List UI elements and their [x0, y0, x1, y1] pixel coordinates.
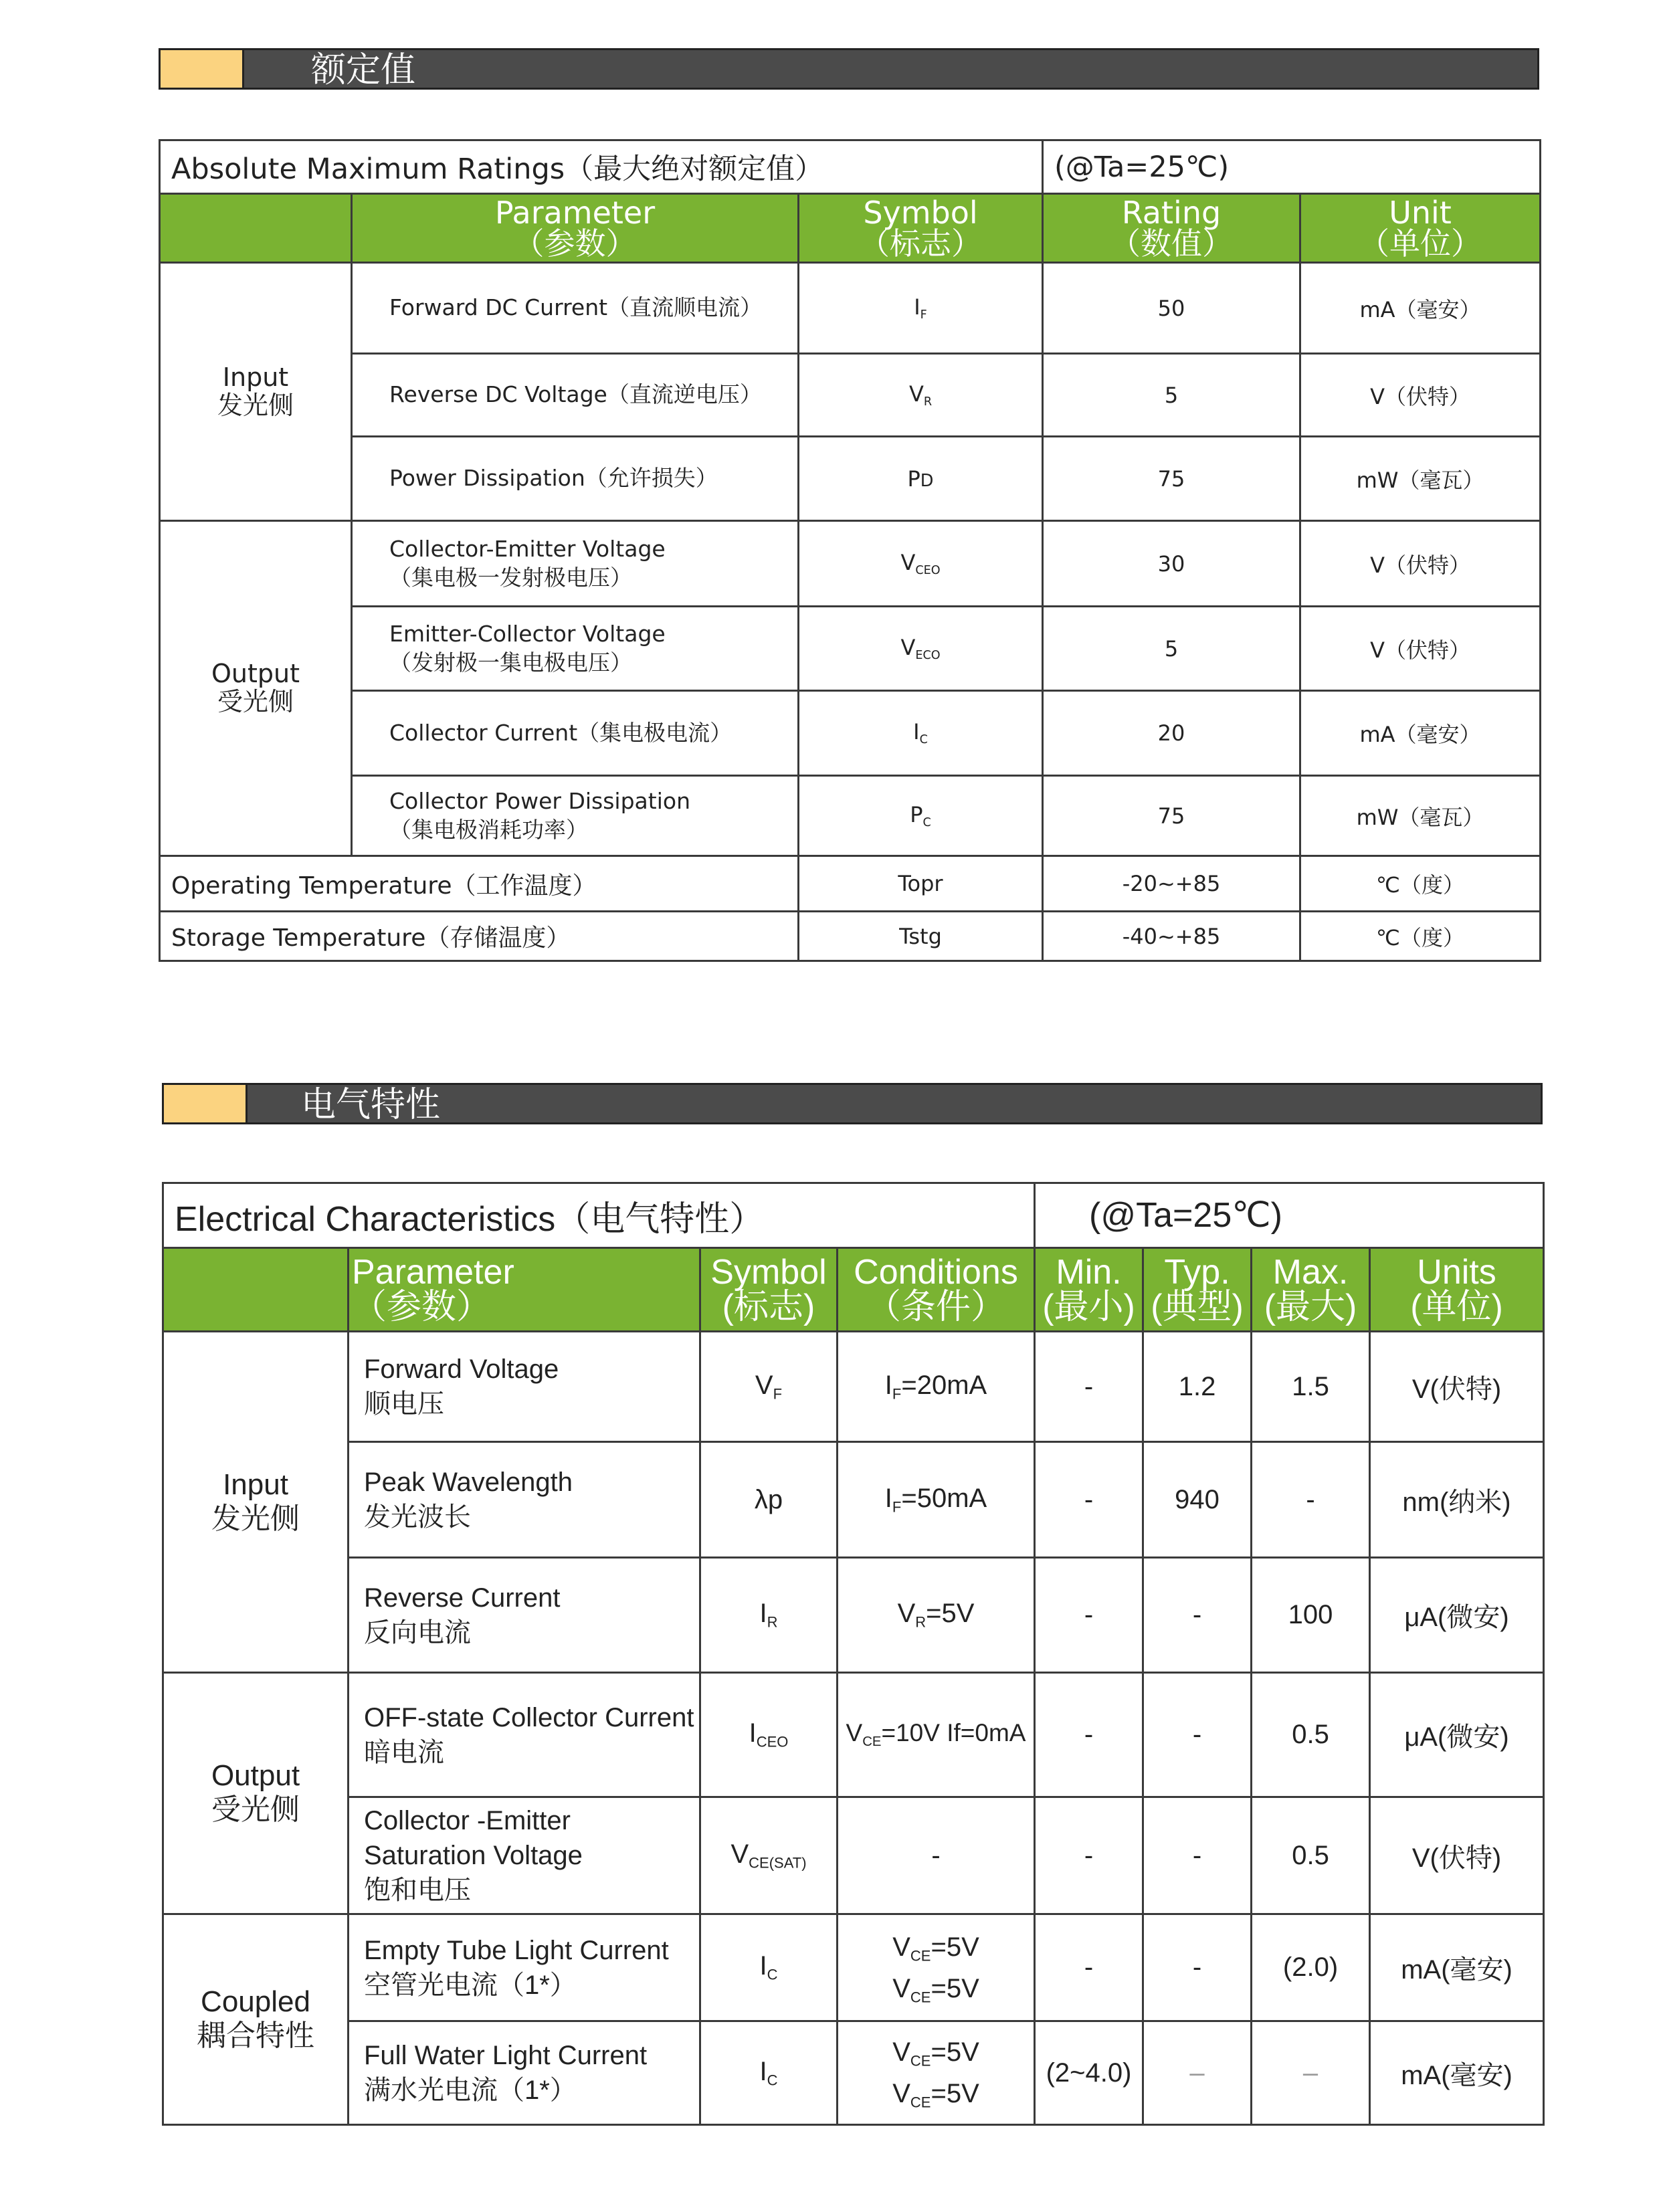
- unit-cell: ℃（度）: [1300, 912, 1541, 961]
- electrical-characteristics-table: [162, 1182, 1545, 2126]
- max-cell: (2.0): [1252, 1914, 1370, 2021]
- rating-cell: -40~+85: [1043, 912, 1300, 961]
- table-row: [160, 263, 1541, 354]
- condition-cell: $I_F=50mA$: [838, 1442, 1035, 1558]
- section-swatch: [161, 50, 244, 88]
- header-units: Units (单位): [1370, 1248, 1544, 1332]
- symbol-cell: $I_C$: [799, 691, 1043, 776]
- unit-cell: μA(微安): [1370, 1673, 1544, 1797]
- table-row: [163, 1442, 1544, 1558]
- min-cell: -: [1035, 1442, 1143, 1558]
- rating-cell: 20: [1043, 691, 1300, 776]
- group-coupled: Coupled 耦合特性: [163, 1914, 349, 2125]
- unit-cell: nm(纳米): [1370, 1442, 1544, 1558]
- symbol-cell: $I_R$: [700, 1558, 838, 1673]
- table-caption: Electrical Characteristics（电气特性）: [163, 1183, 1035, 1248]
- max-cell: 0.5: [1252, 1797, 1370, 1914]
- param-cell: Full Water Light Current 满水光电流（1*）: [349, 2021, 700, 2125]
- group-output: Output 受光侧: [160, 521, 352, 856]
- condition-cell: $V_{CE}=5V$ $V_{CE}=5V$: [838, 2021, 1035, 2125]
- symbol-cell: $V_R$: [799, 354, 1043, 437]
- rating-cell: 75: [1043, 776, 1300, 856]
- max-cell: 1.5: [1252, 1332, 1370, 1442]
- symbol-cell: Topr: [799, 856, 1043, 912]
- min-cell: (2~4.0): [1035, 2021, 1143, 2125]
- table-row: [160, 856, 1541, 912]
- table-row: [163, 1558, 1544, 1673]
- min-cell: -: [1035, 1797, 1143, 1914]
- unit-cell: mA（毫安）: [1300, 263, 1541, 354]
- table-row: [160, 607, 1541, 691]
- symbol-cell: Tstg: [799, 912, 1043, 961]
- section-title: 额定值: [311, 50, 416, 90]
- param-cell: Emitter-Collector Voltage （发射极一集电极电压）: [352, 607, 799, 691]
- symbol-cell: $V_{CE(SAT)}$: [700, 1797, 838, 1914]
- param-cell: Reverse Current 反向电流: [349, 1558, 700, 1673]
- table-row: [160, 691, 1541, 776]
- header-symbol: Symbol (标志): [700, 1248, 838, 1332]
- header-rating: Rating （数值）: [1043, 194, 1300, 263]
- header-blank: [160, 194, 352, 263]
- param-cell: OFF-state Collector Current 暗电流: [349, 1673, 700, 1797]
- table-row: [163, 1673, 1544, 1797]
- table-condition: (@Ta=25℃): [1035, 1183, 1544, 1248]
- min-cell: -: [1035, 1914, 1143, 2021]
- group-output: Output 受光侧: [163, 1673, 349, 1914]
- unit-cell: mA(毫安): [1370, 1914, 1544, 2021]
- param-cell: Power Dissipation（允许损失）: [352, 437, 799, 521]
- table-row: [160, 437, 1541, 521]
- rating-cell: 5: [1043, 354, 1300, 437]
- param-cell: Operating Temperature（工作温度）: [160, 856, 799, 912]
- typ-cell: –: [1143, 2021, 1252, 2125]
- max-cell: 100: [1252, 1558, 1370, 1673]
- symbol-cell: $I_{CEO}$: [700, 1673, 838, 1797]
- symbol-cell: $V_F$: [700, 1332, 838, 1442]
- table-row: [160, 521, 1541, 607]
- rating-cell: 50: [1043, 263, 1300, 354]
- symbol-cell: $I_F$: [799, 263, 1043, 354]
- header-symbol: Symbol （标志）: [799, 194, 1043, 263]
- param-cell: Peak Wavelength 发光波长: [349, 1442, 700, 1558]
- section-header-ratings: [159, 48, 1539, 90]
- section-swatch: [164, 1085, 248, 1122]
- table-row: [160, 354, 1541, 437]
- table-row: [163, 2021, 1544, 2125]
- symbol-cell: $P_C$: [799, 776, 1043, 856]
- condition-cell: $V_{CE}=5V$ $V_{CE}=5V$: [838, 1914, 1035, 2021]
- unit-cell: mW（毫瓦）: [1300, 776, 1541, 856]
- unit-cell: V（伏特）: [1300, 521, 1541, 607]
- unit-cell: V（伏特）: [1300, 354, 1541, 437]
- typ-cell: -: [1143, 1673, 1252, 1797]
- param-cell: Collector -Emitter Saturation Voltage 饱和电压: [349, 1797, 700, 1914]
- unit-cell: V(伏特): [1370, 1332, 1544, 1442]
- symbol-cell: PD: [799, 437, 1043, 521]
- condition-cell: $V_R=5V$: [838, 1558, 1035, 1673]
- min-cell: -: [1035, 1673, 1143, 1797]
- min-cell: -: [1035, 1332, 1143, 1442]
- header-min: Min. (最小): [1035, 1248, 1143, 1332]
- table-row: [163, 1797, 1544, 1914]
- header-parameter: Parameter （参数）: [349, 1248, 700, 1332]
- header-blank: [163, 1248, 349, 1332]
- typ-cell: -: [1143, 1558, 1252, 1673]
- param-cell: Collector Current（集电极电流）: [352, 691, 799, 776]
- table-row: [160, 912, 1541, 961]
- rating-cell: 5: [1043, 607, 1300, 691]
- table-row: [160, 776, 1541, 856]
- param-cell: Forward DC Current（直流顺电流）: [352, 263, 799, 354]
- symbol-cell: $V_{ECO}$: [799, 607, 1043, 691]
- table-row: [163, 1914, 1544, 2021]
- table-row: [163, 1332, 1544, 1442]
- rating-cell: -20~+85: [1043, 856, 1300, 912]
- param-cell: Storage Temperature（存储温度）: [160, 912, 799, 961]
- rating-cell: 30: [1043, 521, 1300, 607]
- rating-cell: 75: [1043, 437, 1300, 521]
- param-cell: Reverse DC Voltage（直流逆电压）: [352, 354, 799, 437]
- header-unit: Unit （单位）: [1300, 194, 1541, 263]
- group-input: Input 发光侧: [163, 1332, 349, 1673]
- unit-cell: V（伏特）: [1300, 607, 1541, 691]
- unit-cell: mA(毫安): [1370, 2021, 1544, 2125]
- typ-cell: -: [1143, 1797, 1252, 1914]
- unit-cell: ℃（度）: [1300, 856, 1541, 912]
- symbol-cell: λp: [700, 1442, 838, 1558]
- unit-cell: mW（毫瓦）: [1300, 437, 1541, 521]
- param-cell: Collector Power Dissipation （集电极消耗功率）: [352, 776, 799, 856]
- typ-cell: 940: [1143, 1442, 1252, 1558]
- min-cell: -: [1035, 1558, 1143, 1673]
- absolute-max-ratings-table: [159, 139, 1541, 962]
- param-cell: Forward Voltage 顺电压: [349, 1332, 700, 1442]
- symbol-cell: $I_C$: [700, 1914, 838, 2021]
- unit-cell: μA(微安): [1370, 1558, 1544, 1673]
- typ-cell: -: [1143, 1914, 1252, 2021]
- section-header-electrical: [162, 1083, 1543, 1124]
- header-typ: Typ. (典型): [1143, 1248, 1252, 1332]
- header-conditions: Conditions （条件）: [838, 1248, 1035, 1332]
- max-cell: -: [1252, 1442, 1370, 1558]
- param-cell: Collector-Emitter Voltage （集电极一发射极电压）: [352, 521, 799, 607]
- table-condition: (@Ta=25℃): [1043, 140, 1541, 194]
- symbol-cell: $I_C$: [700, 2021, 838, 2125]
- condition-cell: $V_{CE}=10V$ If=0mA: [838, 1673, 1035, 1797]
- typ-cell: 1.2: [1143, 1332, 1252, 1442]
- condition-cell: -: [838, 1797, 1035, 1914]
- max-cell: 0.5: [1252, 1673, 1370, 1797]
- param-cell: Empty Tube Light Current 空管光电流（1*）: [349, 1914, 700, 2021]
- header-max: Max. (最大): [1252, 1248, 1370, 1332]
- unit-cell: V(伏特): [1370, 1797, 1544, 1914]
- table-caption: Absolute Maximum Ratings（最大绝对额定值）: [160, 140, 1043, 194]
- group-input: Input 发光侧: [160, 263, 352, 521]
- unit-cell: mA（毫安）: [1300, 691, 1541, 776]
- section-title: 电气特性: [301, 1085, 441, 1125]
- condition-cell: $I_F=20mA$: [838, 1332, 1035, 1442]
- symbol-cell: $V_{CEO}$: [799, 521, 1043, 607]
- header-parameter: Parameter （参数）: [352, 194, 799, 263]
- max-cell: –: [1252, 2021, 1370, 2125]
